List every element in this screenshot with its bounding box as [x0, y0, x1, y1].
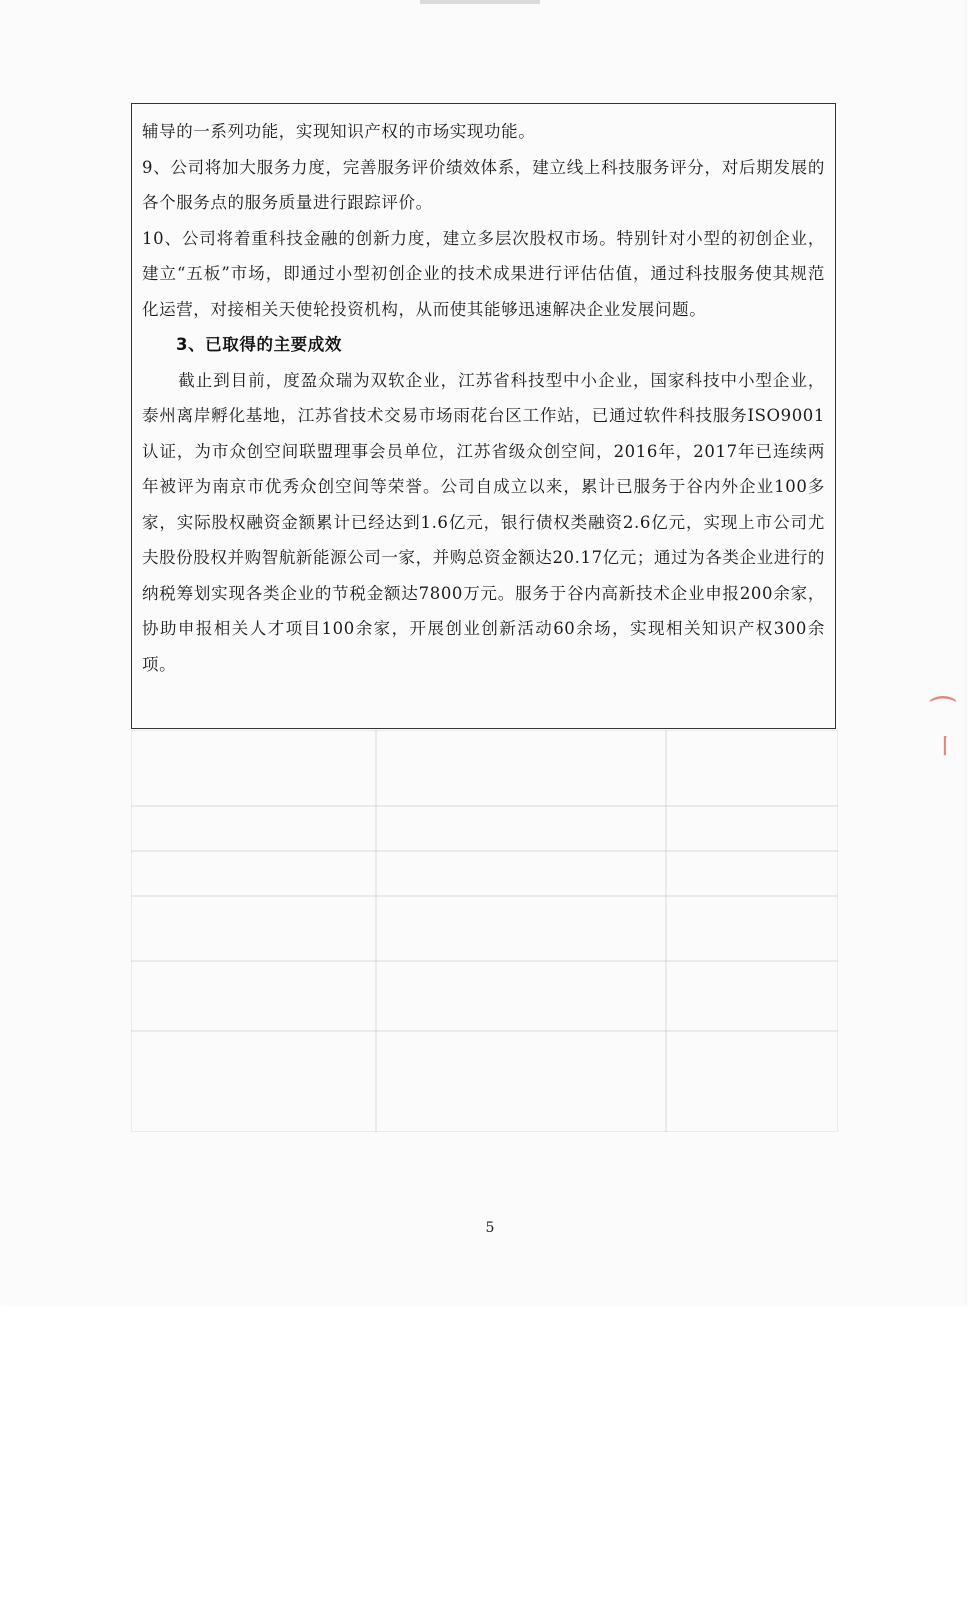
- show-through-row: [131, 1030, 838, 1032]
- show-through-column: [375, 730, 377, 1132]
- show-through-table: [131, 730, 838, 1132]
- show-through-row: [131, 850, 838, 852]
- paragraph-item-9: 9、公司将加大服务力度，完善服务评价绩效体系，建立线上科技服务评分，对后期发展的各个服务点的服务质量进行跟踪评价。: [142, 157, 825, 212]
- paragraph-continuation: 辅导的一系列功能，实现知识产权的市场实现功能。: [142, 122, 536, 141]
- scan-artifact: [420, 0, 540, 4]
- seal-fragment: 丨: [935, 734, 955, 758]
- show-through-row: [131, 895, 838, 897]
- section-body: 截止到目前，度盈众瑞为双软企业，江苏省科技型中小企业，国家科技中小型企业，泰州离岸孵化基地，江苏省技术交易市场雨花台区工作站，已通过软件科技服务ISO9001认证，为市众创空间联盟理事会员单位，江苏省级众创空间，2016年，2017年已连续两年被评为南京市优秀众创空间等荣誉。公司自成立以来，累计已服务于谷内外企业100多家，实际股权融资金额累计已经达到1.6亿元，银行债权类融资2.6亿元，实现上市公司尤夫股份股权并购智航新能源公司一家，并购总资金额达20.17亿元；通过为各类企业进行的纳税筹划实现各类企业的节税金额达7800万元。服务于谷内高新技术企业申报200余家，协助申报相关人才项目100余家，开展创业创新活动60余场，实现相关知识产权300余项。: [142, 370, 825, 674]
- seal-fragment: ⌒: [930, 696, 957, 726]
- show-through-row: [131, 805, 838, 807]
- show-through-row: [131, 960, 838, 962]
- show-through-column: [665, 730, 667, 1132]
- paragraph-item-10: 10、公司将着重科技金融的创新力度，建立多层次股权市场。特别针对小型的初创企业，建立“五板”市场，即通过小型初创企业的技术成果进行评估估值，通过科技服务使其规范化运营，对接相关天使轮投资机构，从而使其能够迅速解决企业发展问题。: [142, 228, 825, 319]
- page-number: 5: [485, 1220, 495, 1236]
- content-box: [131, 103, 836, 729]
- section-heading: 3、已取得的主要成效: [176, 335, 342, 354]
